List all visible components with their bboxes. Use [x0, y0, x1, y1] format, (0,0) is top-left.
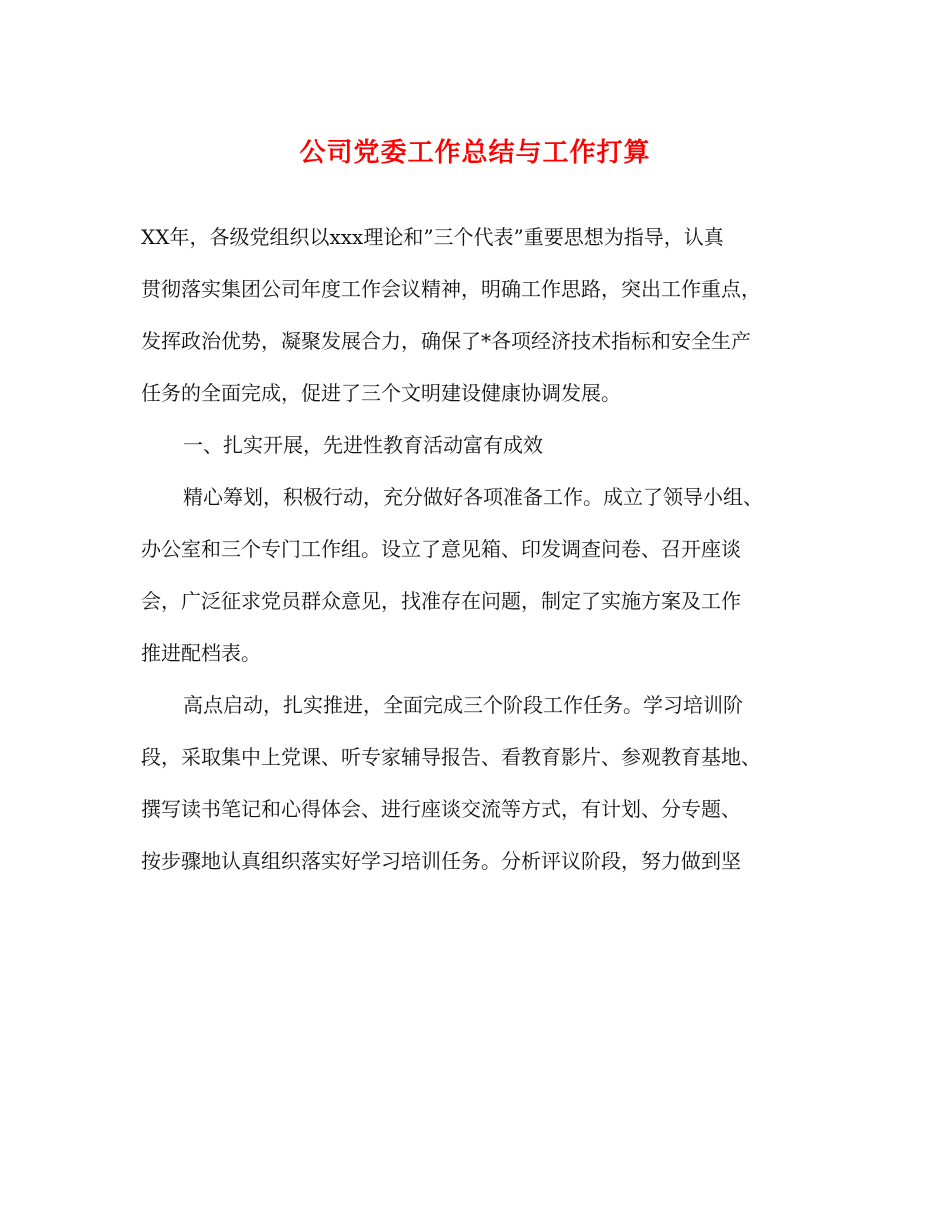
section-heading: 一、扎实开展，先进性教育活动富有成效 — [183, 433, 543, 457]
document-title: 公司党委工作总结与工作打算 — [299, 138, 651, 168]
body-line: 精心筹划，积极行动，充分做好各项准备工作。成立了领导小组、 — [183, 485, 763, 509]
body-line: 撰写读书笔记和心得体会、进行座谈交流等方式，有计划、分专题、 — [141, 797, 741, 821]
body-line: 段，采取集中上党课、听专家辅导报告、看教育影片、参观教育基地、 — [141, 745, 761, 769]
body-line: 任务的全面完成，促进了三个文明建设健康协调发展。 — [141, 381, 621, 405]
document-body — [141, 211, 813, 887]
body-line: 会，广泛征求党员群众意见，找准存在问题，制定了实施方案及工作 — [141, 589, 741, 613]
body-line: 按步骤地认真组织落实好学习培训任务。分析评议阶段，努力做到坚 — [141, 849, 741, 873]
body-line: XX年，各级党组织以xxx理论和”三个代表”重要思想为指导，认真 — [141, 225, 724, 249]
body-line: 贯彻落实集团公司年度工作会议精神，明确工作思路，突出工作重点， — [141, 277, 761, 301]
body-line: 办公室和三个专门工作组。设立了意见箱、印发调查问卷、召开座谈 — [141, 537, 741, 561]
body-line: 推进配档表。 — [141, 641, 261, 665]
body-line: 发挥政治优势，凝聚发展合力，确保了*各项经济技术指标和安全生产 — [141, 329, 751, 353]
body-line: 高点启动，扎实推进，全面完成三个阶段工作任务。学习培训阶 — [183, 693, 743, 717]
